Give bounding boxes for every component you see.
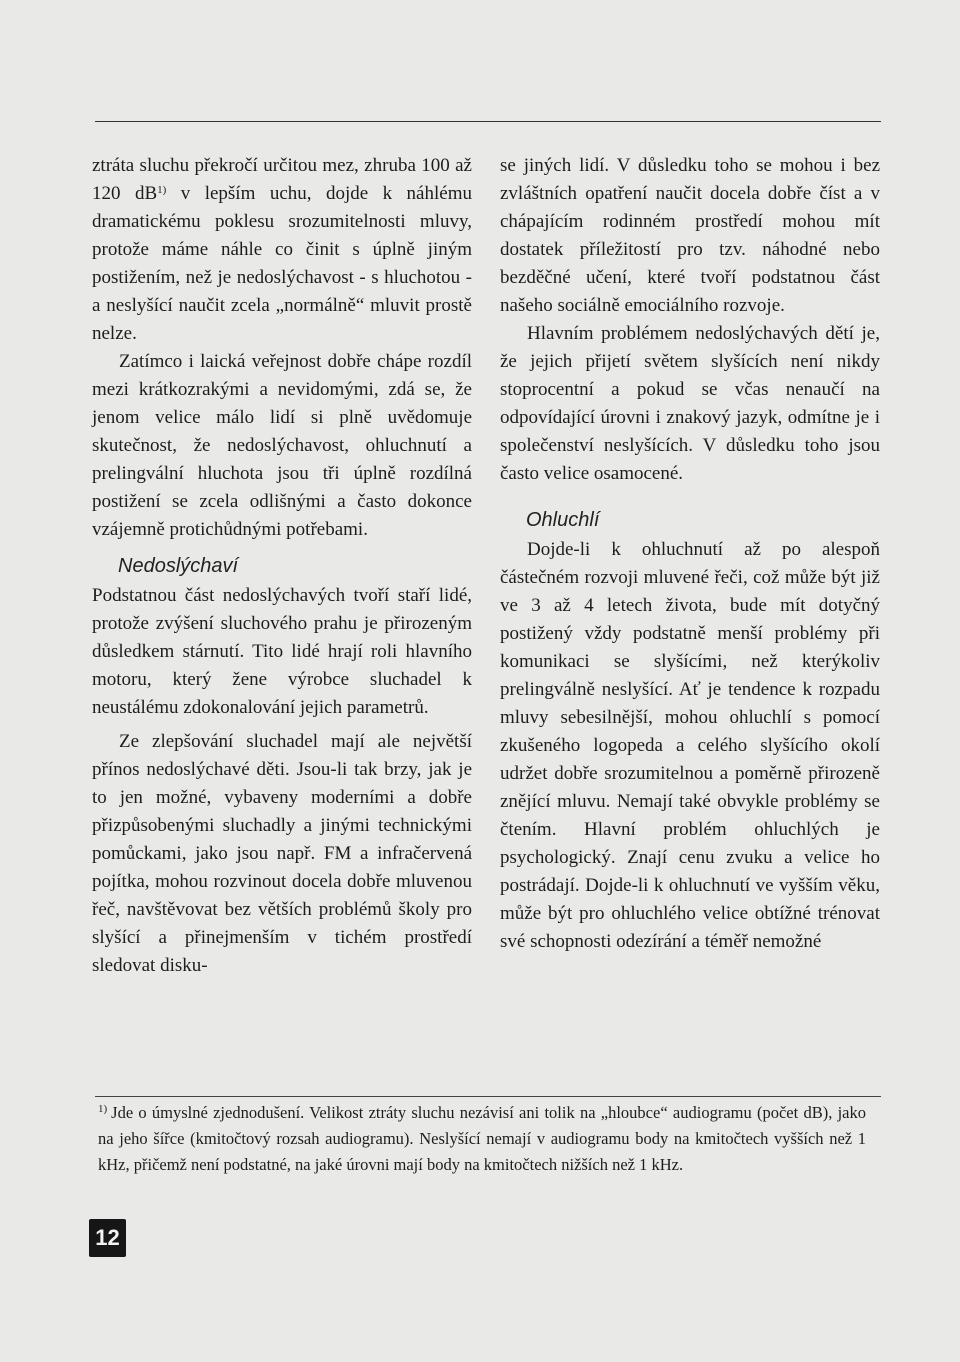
right-paragraph-1: se jiných lidí. V důsledku toho se mohou i bez zvláštních opatření naučit docela dobře číst a v chápajícím rodinném prostředí mohou mít dostatek příležitostí pro tzv. náhodné nebo bezděčné učení, které tvoří podstatnou část našeho sociálně emociálního rozvoje.	[500, 155, 880, 316]
right-paragraph-2: Hlavním problémem nedoslýchavých dětí je, že jejich přijetí světem slyšících není nikdy stoprocentní a pokud se včas nenaučí na odpovídající úrovni i znakový jazyk, odmítne je i společenství neslyšících. V důsledku toho jsou často velice osamocené.	[500, 323, 880, 484]
left-paragraph-2: Zatímco i laická veřejnost dobře chápe rozdíl mezi krátkozrakými a nevidomými, zdá se, že jenom velice málo lidí si plně uvědomuje skutečnost, že nedoslýchavost, ohluchnutí a prelingvální hluchota jsou tři úplně rozdílná postižení se zcela odlišnými a často dokonce vzájemně protichůdnými potřebami.	[92, 351, 472, 540]
footnote-mark: 1)	[98, 1103, 108, 1115]
footnote-text: Jde o úmyslné zjednodušení. Velikost ztráty sluchu nezávisí ani tolik na „hloubce“ audiogramu (počet dB), jako na jeho šířce (kmitočtový rozsah audiogramu). Neslyšící nemají v audiogramu body na kmitočtech vyšších než 1 kHz, přičemž není podstatné, na jaké úrovni mají body na kmitočtech nižších než 1 kHz.	[98, 1103, 866, 1174]
section-heading-ohluchli: Ohluchlí	[526, 509, 600, 531]
footnote	[98, 1100, 866, 1178]
left-column	[92, 152, 472, 980]
page-number: 12	[89, 1219, 126, 1257]
left-paragraph-4: Ze zlepšování sluchadel mají ale největší přínos nedoslýchavé děti. Jsou-li tak brzy, jak je to jen možné, vybaveny moderními a dobře přizpůsobenými sluchadly a jinými technickými pomůckami, jako jsou např. FM a infračervená pojítka, mohou rozvinout docela dobře mluvenou řeč, navštěvovat bez větších problémů školy pro slyšící a přinejmenším v tichém prostředí sledovat disku-	[92, 731, 472, 976]
right-column	[500, 152, 880, 956]
footnote-rule	[95, 1096, 881, 1097]
right-paragraph-3: Dojde-li k ohluchnutí až po alespoň částečném rozvoji mluvené řeči, což může být již ve 3 až 4 letech života, bude mít dotyčný postižený vždy podstatně menší problémy při komunikaci se slyšícími, než kterýkoliv prelingválně neslyšící. Ať je tendence k rozpadu mluvy sebesilnější, mohou ohluchlí s pomocí zkušeného logopeda a celého slyšícího okolí udržet dobře srozumitelnou a poměrně přirozeně znějící mluvu. Nemají také obvykle problémy se čtením. Hlavní problém ohluchlých je psychologický. Znají cenu zvuku a velice ho postrádají. Dojde-li k ohluchnutí ve vyšším věku, může být pro ohluchlého velice obtížné trénovat své schopnosti odezírání a téměř nemožné	[500, 539, 880, 952]
section-heading-nedoslychavi: Nedoslýchaví	[118, 555, 239, 577]
left-paragraph-1	[92, 152, 472, 348]
left-paragraph-3: Podstatnou část nedoslýchavých tvoří staří lidé, protože zvýšení sluchového prahu je přirozeným důsledkem stárnutí. Tito lidé hrají roli hlavního motoru, který žene výrobce sluchadel k neustálému zdokonalování jejich parametrů.	[92, 585, 472, 718]
top-rule	[95, 121, 881, 122]
left-paragraph-1-text-b: v lepším uchu, dojde k náhlému dramatickému poklesu srozumitelnosti mluvy, protože máme náhle co činit s úplně jiným postižením, než je nedoslýchavost - s hluchotou - a neslyšící naučit zcela „normálně“ mluvit prostě nelze.	[92, 183, 472, 344]
left-paragraph-1-text-a: ztráta sluchu překročí určitou mez, zhruba 100 až 120 dB	[92, 155, 472, 204]
footnote-reference: 1)	[157, 184, 167, 196]
